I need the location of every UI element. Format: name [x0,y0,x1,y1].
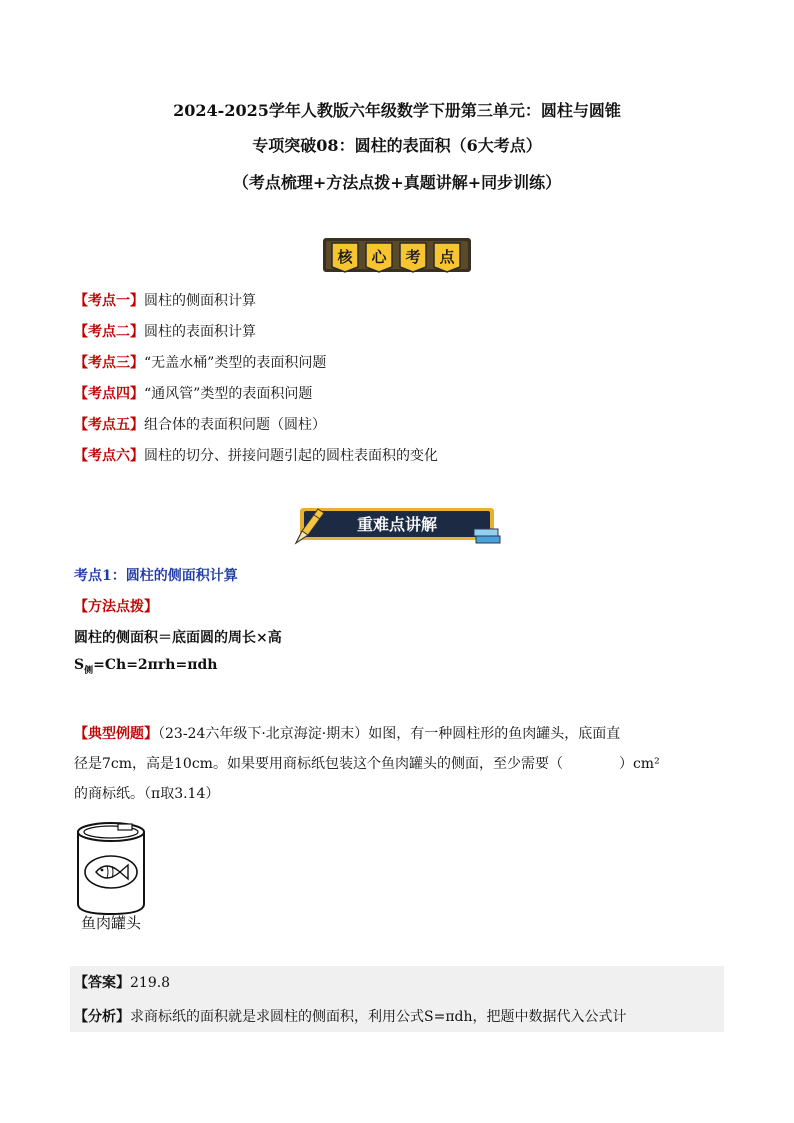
topic-text: 组合体的表面积问题（圆柱） [144,417,326,433]
topic-text: “通风管”类型的表面积问题 [144,386,313,402]
image-caption: 鱼肉罐头 [80,914,142,930]
analysis-line [74,1006,627,1026]
doc-subtitle: 专项突破08：圆柱的表面积（6大考点） [252,136,542,155]
topic-text: 圆柱的表面积计算 [144,324,256,340]
formula-sub: 侧 [84,665,94,676]
core-topics-badge [322,236,472,276]
badge-char-2: 心 [371,248,387,266]
doc-subtitle-2: （考点梳理+方法点拨+真题讲解+同步训练） [232,173,562,192]
example-text-1: （23-24六年级下·北京海淀·期末）如图，有一种圆柱形的鱼肉罐头，底面直 [158,726,621,742]
analysis-text: 求商标纸的面积就是求圆柱的侧面积，利用公式S=πdh，把题中数据代入公式计 [130,1009,627,1025]
badge-char-4: 点 [439,248,455,266]
section-heading: 考点1：圆柱的侧面积计算 [74,568,238,584]
example-tag: 【典型例题】 [74,726,158,742]
example-block [74,719,720,809]
topic-tag: 【考点六】 [74,448,144,464]
method-rule: 圆柱的侧面积＝底面圆的周长×高 [74,630,282,646]
topic-tag: 【考点三】 [74,355,144,371]
answer-value: 219.8 [130,975,171,991]
topic-text: 圆柱的切分、拼接问题引起的圆柱表面积的变化 [144,448,438,464]
topic-item-6 [74,445,438,465]
answer-line [74,972,170,992]
topic-item-2 [74,321,256,341]
topic-tag: 【考点二】 [74,324,144,340]
topic-tag: 【考点一】 [74,293,144,309]
key-points-banner [292,505,504,549]
method-formula [74,657,217,676]
topic-item-4 [74,383,312,403]
topic-item-3 [74,352,326,372]
topic-tag: 【考点五】 [74,417,144,433]
banner-label: 重难点讲解 [356,515,438,534]
topic-tag: 【考点四】 [74,386,144,402]
example-line-1 [74,719,720,749]
answer-tag: 【答案】 [74,975,130,991]
topic-item-5 [74,414,326,434]
topic-item-1 [74,290,256,310]
fish-can-image [74,818,164,930]
example-line-3: 的商标纸。（π取3.14） [74,786,220,802]
example-line-2: 径是7cm，高是10cm。如果要用商标纸包装这个鱼肉罐头的侧面，至少需要（ ）cm² [74,756,660,772]
formula-rest: =Ch=2πrh=πdh [93,657,218,673]
analysis-tag: 【分析】 [74,1009,130,1025]
topic-text: 圆柱的侧面积计算 [144,293,256,309]
doc-title: 2024-2025学年人教版六年级数学下册第三单元：圆柱与圆锥 [173,101,621,120]
formula-prefix: S [74,657,85,673]
books-icon [474,529,500,543]
topic-text: “无盖水桶”类型的表面积问题 [144,355,327,371]
badge-char-3: 考 [405,248,421,266]
badge-char-1: 核 [337,248,353,266]
method-tag: 【方法点拨】 [74,599,158,615]
